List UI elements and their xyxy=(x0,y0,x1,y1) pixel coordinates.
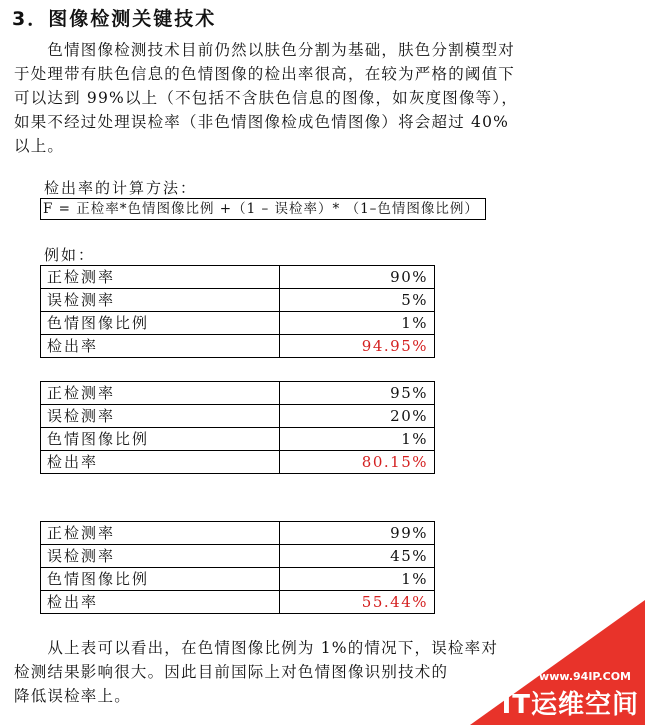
row-label: 检出率 xyxy=(41,451,280,474)
table-row xyxy=(41,545,435,568)
row-value: 20% xyxy=(280,405,435,428)
row-value: 1% xyxy=(280,428,435,451)
row-label: 正检测率 xyxy=(41,522,280,545)
table-row xyxy=(41,312,435,335)
table-row xyxy=(41,451,435,474)
intro-line: 于处理带有肤色信息的色情图像的检出率很高，在较为严格的阈值下 xyxy=(14,65,516,83)
intro-line: 以上。 xyxy=(14,137,65,155)
row-value: 90% xyxy=(280,266,435,289)
table-row xyxy=(41,335,435,358)
table-row xyxy=(41,266,435,289)
row-value: 95% xyxy=(280,382,435,405)
example-table-3 xyxy=(40,521,435,614)
row-label: 误检测率 xyxy=(41,405,280,428)
row-label: 误检测率 xyxy=(41,545,280,568)
table-row xyxy=(41,568,435,591)
watermark-logo-text: IT运维空间 xyxy=(501,690,639,720)
row-label: 色情图像比例 xyxy=(41,312,280,335)
row-label: 检出率 xyxy=(41,335,280,358)
table-row xyxy=(41,405,435,428)
conclusion-line: 降低误检率上。 xyxy=(14,687,131,705)
conclusion-line: 检测结果影响很大。因此目前国际上对色情图像识别技术的 xyxy=(14,663,449,681)
table-row xyxy=(41,591,435,614)
formula-box: F = 正检率*色情图像比例 +（1 – 误检率）* （1–色情图像比例） xyxy=(40,198,486,220)
detection-rate-value: 80.15% xyxy=(280,451,435,474)
table-row xyxy=(41,382,435,405)
example-table-2 xyxy=(40,381,435,474)
row-value: 1% xyxy=(280,312,435,335)
row-label: 色情图像比例 xyxy=(41,568,280,591)
intro-line: 如果不经过处理误检率（非色情图像检成色情图像）将会超过 40% xyxy=(14,113,510,131)
watermark-url: www.94IP.COM xyxy=(539,670,631,683)
example-label: 例如： xyxy=(44,246,96,264)
conclusion-line: 从上表可以看出，在色情图像比例为 1%的情况下，误检率对 xyxy=(14,639,499,657)
example-table-1 xyxy=(40,265,435,358)
row-value: 99% xyxy=(280,522,435,545)
table-row xyxy=(41,289,435,312)
formula-label: 检出率的计算方法： xyxy=(44,179,198,197)
row-value: 45% xyxy=(280,545,435,568)
intro-line: 可以达到 99%以上（不包括不含肤色信息的图像，如灰度图像等）， xyxy=(14,89,519,107)
detection-rate-value: 94.95% xyxy=(280,335,435,358)
row-value: 1% xyxy=(280,568,435,591)
row-label: 检出率 xyxy=(41,591,280,614)
intro-line: 色情图像检测技术目前仍然以肤色分割为基础，肤色分割模型对 xyxy=(14,41,516,59)
row-value: 5% xyxy=(280,289,435,312)
table-row xyxy=(41,522,435,545)
table-row xyxy=(41,428,435,451)
row-label: 色情图像比例 xyxy=(41,428,280,451)
detection-rate-value: 55.44% xyxy=(280,591,435,614)
row-label: 正检测率 xyxy=(41,266,280,289)
row-label: 误检测率 xyxy=(41,289,280,312)
row-label: 正检测率 xyxy=(41,382,280,405)
section-heading: 3．图像检测关键技术 xyxy=(12,8,217,30)
intro-paragraph xyxy=(14,38,619,158)
